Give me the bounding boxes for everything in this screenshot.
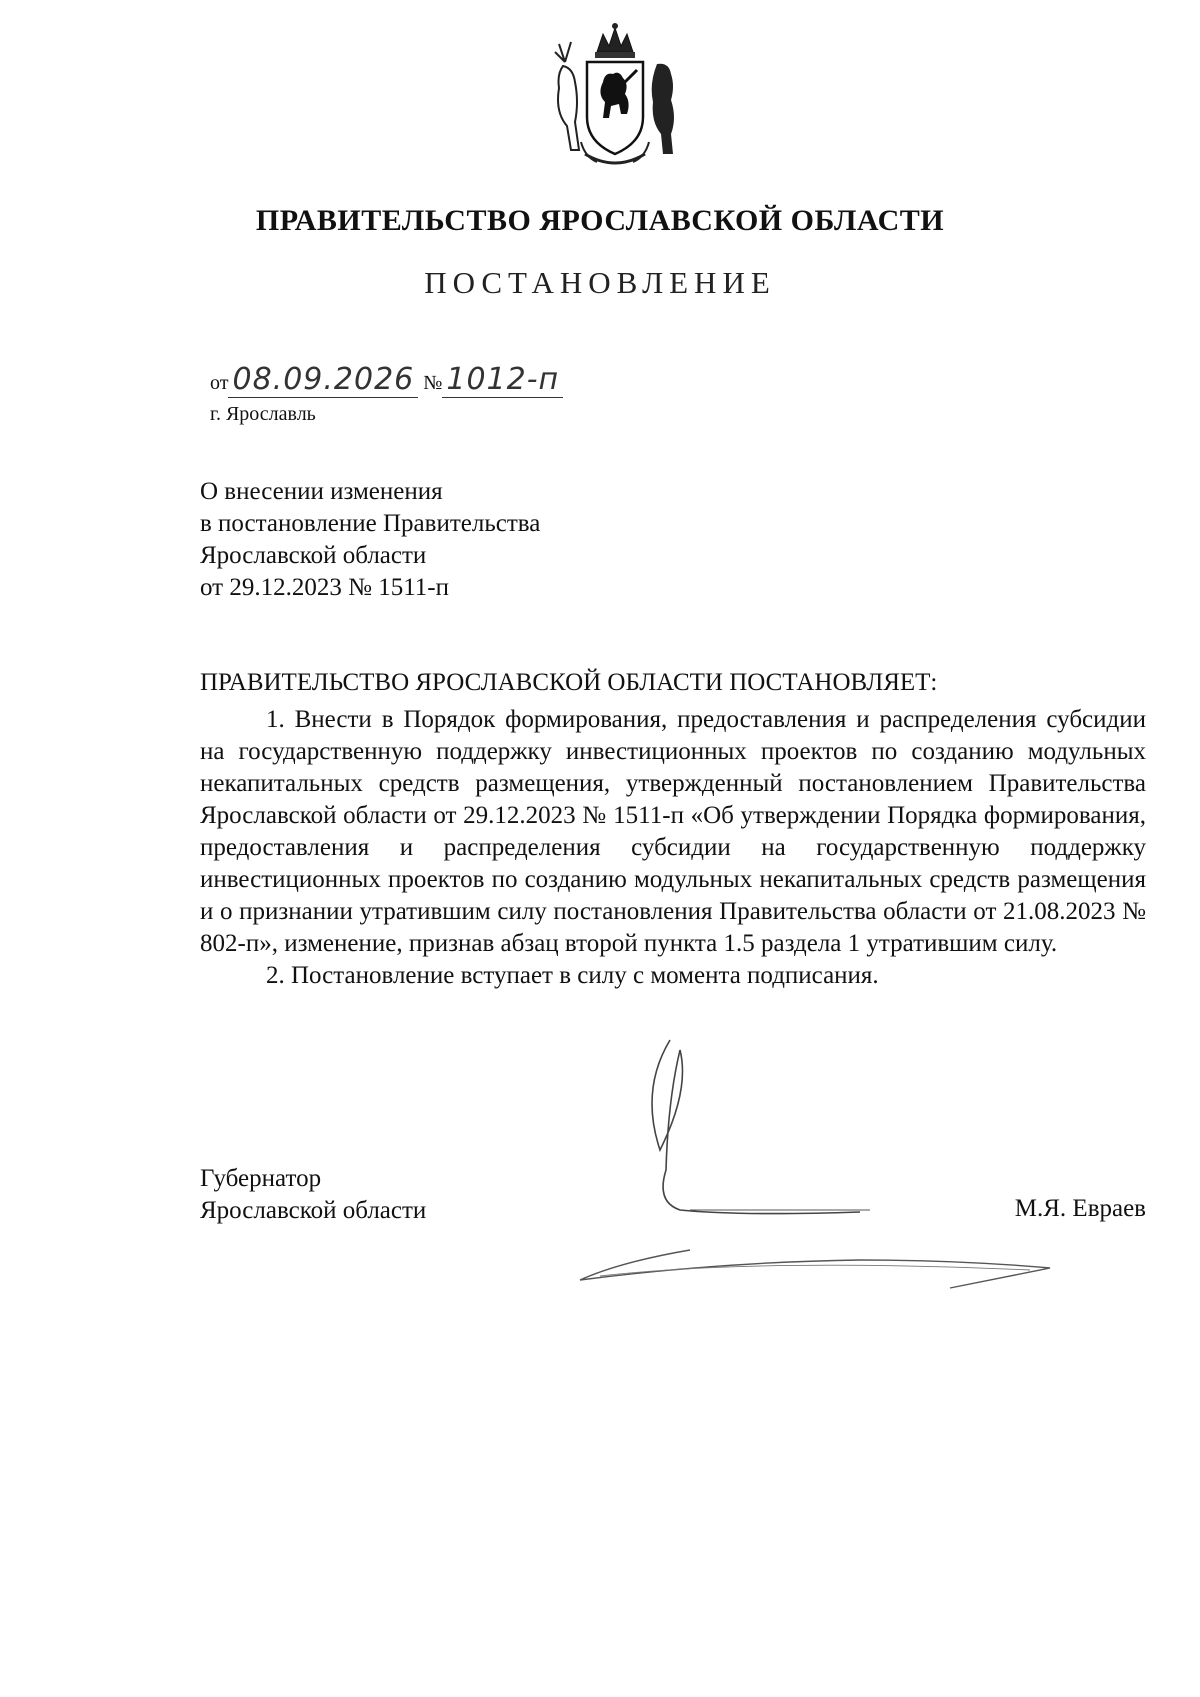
document-subject	[200, 476, 540, 604]
handwritten-signature	[560, 1030, 1080, 1290]
city: г. Ярославль	[210, 403, 316, 425]
date-number-line	[210, 362, 563, 398]
body-paragraph: 1. Внести в Порядок формирования, предоставления и распределения субсидии на государственную поддержку инвестиционных проектов по созданию модульных некапитальных средств размещения, утвержденный постановлением Правительства Ярославской области от 29.12.2023 № 1511-п «Об утверждении Порядка формирования, предоставления и распределения субсидии на государственную поддержку инвестиционных проектов по созданию модульных некапитальных средств размещения и о признании утратившим силу постановления Правительства области от 21.08.2023 № 802-п», изменение, признав абзац второй пункта 1.5 раздела 1 утратившим силу.	[200, 706, 1146, 957]
position-line: Губернатор	[200, 1165, 322, 1192]
subject-line: от 29.12.2023 № 1511-п	[200, 574, 449, 601]
signatory-name: М.Я. Евраев	[1014, 1195, 1146, 1222]
body-text	[200, 704, 1146, 992]
date-prefix: от	[210, 372, 229, 394]
handwritten-date: 08.09.2026	[228, 362, 418, 398]
signatory-position	[200, 1163, 426, 1227]
subject-line: О внесении изменения	[200, 478, 443, 505]
subject-line: в постановление Правительства	[200, 510, 541, 537]
document-type: ПОСТАНОВЛЕНИЕ	[424, 265, 776, 300]
resolves-heading: ПРАВИТЕЛЬСТВО ЯРОСЛАВСКОЙ ОБЛАСТИ ПОСТАНОВЛЯЕТ:	[200, 669, 938, 696]
number-prefix: №	[423, 372, 443, 394]
yaroslavl-coat-of-arms-icon	[545, 22, 685, 172]
handwritten-number: 1012-п	[442, 362, 563, 398]
subject-line: Ярославской области	[200, 542, 427, 569]
body-paragraph: 2. Постановление вступает в силу с момента подписания.	[266, 962, 879, 989]
position-line: Ярославской области	[200, 1197, 427, 1224]
organization-title: ПРАВИТЕЛЬСТВО ЯРОСЛАВСКОЙ ОБЛАСТИ	[255, 204, 945, 237]
